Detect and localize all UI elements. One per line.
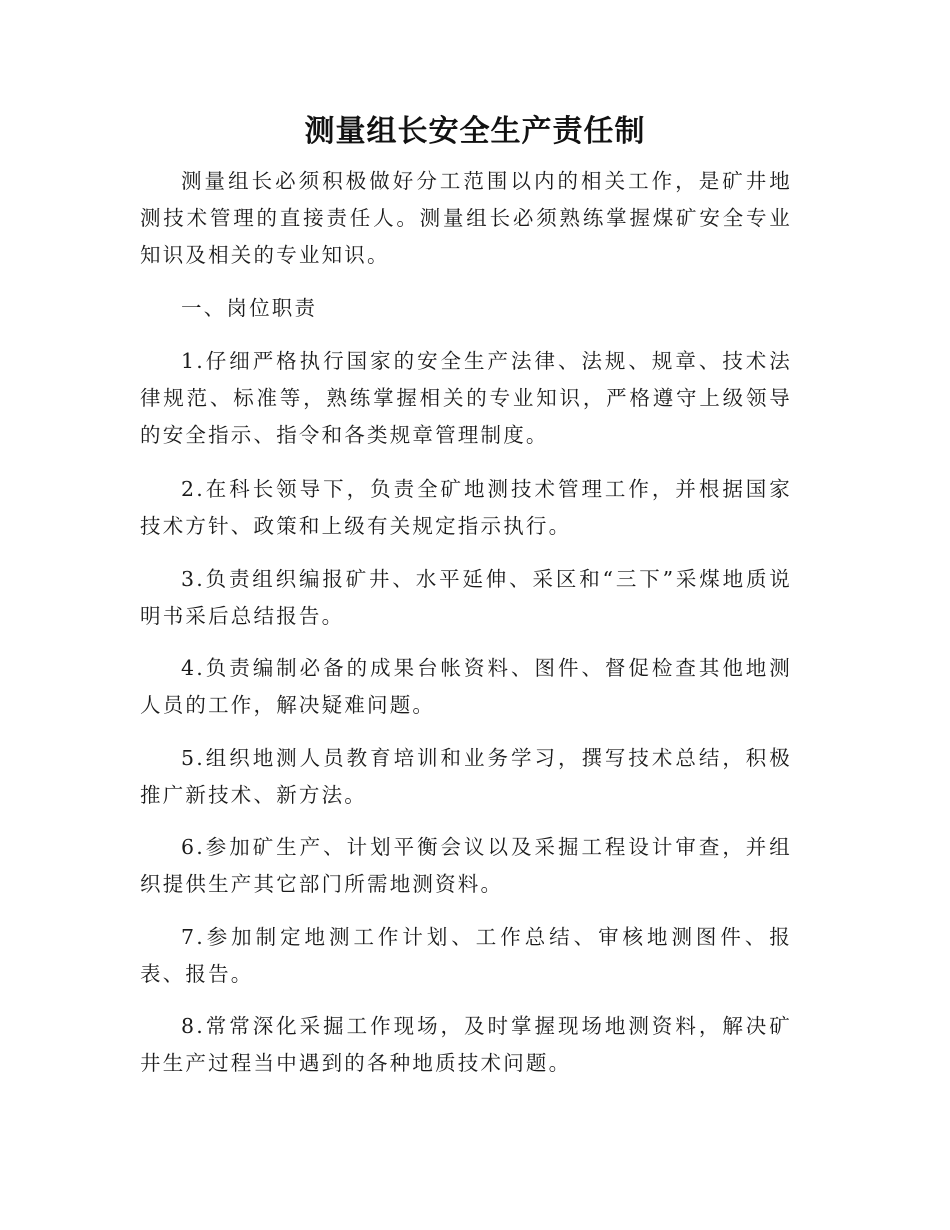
list-item: 6.参加矿生产、计划平衡会议以及采掘工程设计审查，并组织提供生产其它部门所需地测资料。 (140, 835, 792, 896)
intro-paragraph: 测量组长必须积极做好分工范围以内的相关工作，是矿井地测技术管理的直接责任人。测量组长必须熟练掌握煤矿安全专业知识及相关的专业知识。 (140, 169, 792, 267)
list-item: 7.参加制定地测工作计划、工作总结、审核地测图件、报表、报告。 (140, 925, 792, 986)
list-item: 1.仔细严格执行国家的安全生产法律、法规、规章、技术法律规范、标准等，熟练掌握相关的专业知识，严格遵守上级领导的安全指示、指令和各类规章管理制度。 (140, 349, 792, 447)
list-item: 2.在科长领导下，负责全矿地测技术管理工作，并根据国家技术方针、政策和上级有关规定指示执行。 (140, 477, 792, 538)
list-item: 8.常常深化采掘工作现场，及时掌握现场地测资料，解决矿井生产过程当中遇到的各种地质技术问题。 (140, 1014, 792, 1075)
document-title: 测量组长安全生产责任制 (304, 114, 646, 149)
list-item: 5.组织地测人员教育培训和业务学习，撰写技术总结，积极推广新技术、新方法。 (140, 746, 792, 807)
section-heading: 一、岗位职责 (181, 296, 318, 320)
list-item: 3.负责组织编报矿井、水平延伸、采区和“三下”采煤地质说明书采后总结报告。 (140, 567, 792, 628)
list-item: 4.负责编制必备的成果台帐资料、图件、督促检查其他地测人员的工作，解决疑难问题。 (140, 656, 792, 717)
